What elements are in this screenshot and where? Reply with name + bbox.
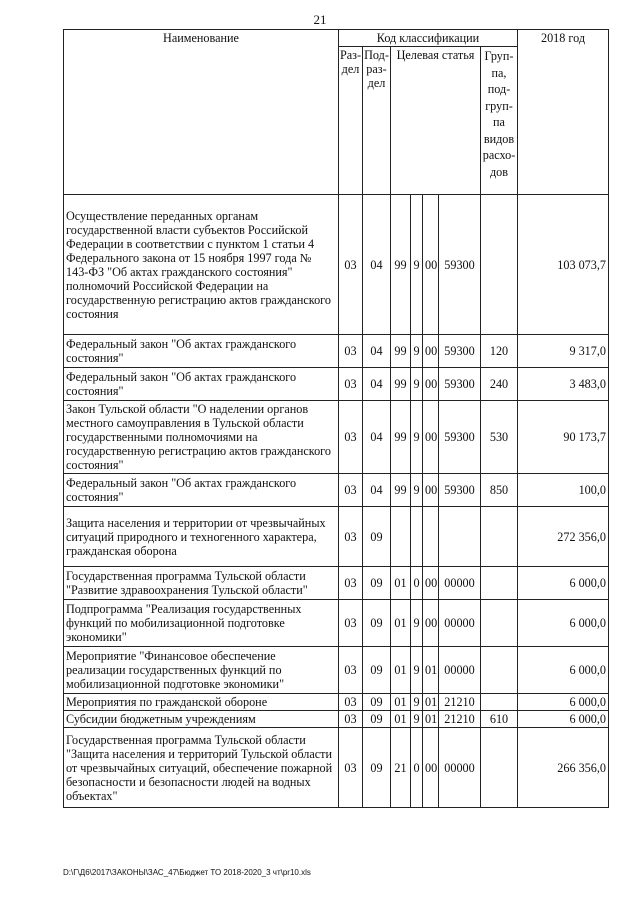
row-name: Осуществление переданных органам государственной власти субъектов Российской Федерации в соответствии с пунктом 1 статьи 4 Федерального закона от 15 ноября 1997 года № 143-ФЗ "Об актах гражданского состояния" полномочий Российской Федерации на государственную регистрацию актов гражданского состояния [64,195,339,335]
row-target-direction: 21210 [439,711,481,728]
page-number: 21 [313,12,327,27]
row-razdel: 03 [339,694,363,711]
table-row [64,507,609,567]
row-target-event: 00 [423,335,439,368]
table-row [64,474,609,507]
row-amount: 3 483,0 [518,368,609,401]
row-name: Государственная программа Тульской области "Развитие здравоохранения Тульской области" [64,567,339,600]
row-target-program: 01 [391,711,411,728]
row-amount: 6 000,0 [518,694,609,711]
row-target-direction: 00000 [439,567,481,600]
row-amount: 6 000,0 [518,711,609,728]
row-razdel: 03 [339,711,363,728]
row-target-event: 00 [423,401,439,474]
row-amount: 6 000,0 [518,647,609,694]
row-name: Подпрограмма "Реализация государственных функций по мобилизационной подготовке экономики" [64,600,339,647]
table-row [64,368,609,401]
row-name: Мероприятие "Финансовое обеспечение реализации государственных функций по мобилизационной подготовке экономики" [64,647,339,694]
row-target-program: 99 [391,401,411,474]
header-podrazdel: Под- раз- дел [363,47,391,195]
row-target-direction: 59300 [439,368,481,401]
row-target-program: 99 [391,474,411,507]
row-podrazdel: 09 [363,567,391,600]
row-razdel: 03 [339,728,363,808]
row-target-subprogram: 9 [411,600,423,647]
row-podrazdel: 04 [363,335,391,368]
row-podrazdel: 04 [363,195,391,335]
row-expense-group: 530 [481,401,518,474]
row-name: Субсидии бюджетным учреждениям [64,711,339,728]
row-target-event: 01 [423,694,439,711]
row-target-subprogram: 0 [411,567,423,600]
row-target-subprogram: 9 [411,368,423,401]
row-razdel: 03 [339,567,363,600]
row-target-program: 01 [391,567,411,600]
row-target-direction: 59300 [439,195,481,335]
table-row [64,694,609,711]
row-target-subprogram: 9 [411,195,423,335]
row-podrazdel: 09 [363,647,391,694]
row-target-event: 00 [423,567,439,600]
row-expense-group [481,694,518,711]
row-podrazdel: 09 [363,600,391,647]
row-target-direction [439,507,481,567]
row-target-program: 01 [391,694,411,711]
row-expense-group: 610 [481,711,518,728]
row-amount: 100,0 [518,474,609,507]
row-target-direction: 59300 [439,474,481,507]
row-razdel: 03 [339,600,363,647]
row-razdel: 03 [339,195,363,335]
header-razdel: Раз- дел [339,47,363,195]
row-expense-group [481,195,518,335]
row-target-program: 99 [391,335,411,368]
row-target-subprogram: 9 [411,711,423,728]
row-target-event: 00 [423,600,439,647]
row-razdel: 03 [339,647,363,694]
row-target-direction: 59300 [439,335,481,368]
row-target-event: 01 [423,711,439,728]
row-amount: 9 317,0 [518,335,609,368]
row-expense-group: 120 [481,335,518,368]
row-razdel: 03 [339,474,363,507]
row-podrazdel: 09 [363,711,391,728]
header-group: Груп- па, под- груп- па видов расхо- дов [481,47,518,195]
row-target-event: 00 [423,368,439,401]
header-classification: Код классификации [339,30,518,47]
header-target: Целевая статья [391,47,481,195]
row-podrazdel: 04 [363,474,391,507]
row-target-subprogram [411,507,423,567]
file-path-footer: D:\Г\Д6\2017\ЗАКОНЫ\ЗАС_47\Бюджет ТО 2018-2020_3 чт\pr10.xls [63,868,311,877]
table-row [64,195,609,335]
table-row [64,711,609,728]
table-row [64,567,609,600]
row-target-program: 21 [391,728,411,808]
row-name: Федеральный закон "Об актах гражданского состояния" [64,368,339,401]
row-amount: 6 000,0 [518,600,609,647]
row-podrazdel: 09 [363,507,391,567]
header-year: 2018 год [518,30,609,195]
row-expense-group [481,647,518,694]
row-razdel: 03 [339,507,363,567]
row-name: Закон Тульской области "О наделении органов местного самоуправления в Тульской области государственными полномочиями на государственную регистрацию актов гражданского состояния" [64,401,339,474]
row-target-subprogram: 9 [411,401,423,474]
row-razdel: 03 [339,368,363,401]
row-expense-group [481,728,518,808]
row-target-subprogram: 9 [411,694,423,711]
table-row [64,647,609,694]
row-expense-group [481,600,518,647]
row-target-program: 01 [391,647,411,694]
row-expense-group [481,567,518,600]
table-row [64,728,609,808]
row-target-event: 00 [423,195,439,335]
row-target-subprogram: 9 [411,335,423,368]
row-target-direction: 00000 [439,728,481,808]
table-row [64,401,609,474]
row-name: Защита населения и территории от чрезвычайных ситуаций природного и техногенного характера, гражданская оборона [64,507,339,567]
row-podrazdel: 04 [363,368,391,401]
row-target-program [391,507,411,567]
row-amount: 6 000,0 [518,567,609,600]
budget-table [63,29,609,808]
row-target-subprogram: 0 [411,728,423,808]
row-amount: 103 073,7 [518,195,609,335]
header-row-top [64,30,609,47]
row-target-direction: 21210 [439,694,481,711]
row-podrazdel: 04 [363,401,391,474]
row-target-event: 00 [423,728,439,808]
row-amount: 266 356,0 [518,728,609,808]
row-podrazdel: 09 [363,728,391,808]
row-target-direction: 59300 [439,401,481,474]
row-target-program: 99 [391,195,411,335]
row-amount: 90 173,7 [518,401,609,474]
table-row [64,600,609,647]
row-target-subprogram: 9 [411,474,423,507]
row-name: Федеральный закон "Об актах гражданского состояния" [64,335,339,368]
row-target-program: 01 [391,600,411,647]
row-expense-group: 240 [481,368,518,401]
row-name: Мероприятия по гражданской обороне [64,694,339,711]
header-name: Наименование [64,30,339,195]
row-podrazdel: 09 [363,694,391,711]
row-amount: 272 356,0 [518,507,609,567]
row-razdel: 03 [339,401,363,474]
row-target-event: 00 [423,474,439,507]
row-target-event [423,507,439,567]
row-target-direction: 00000 [439,600,481,647]
row-target-event: 01 [423,647,439,694]
row-name: Федеральный закон "Об актах гражданского состояния" [64,474,339,507]
row-target-direction: 00000 [439,647,481,694]
row-target-program: 99 [391,368,411,401]
row-razdel: 03 [339,335,363,368]
row-expense-group: 850 [481,474,518,507]
row-target-subprogram: 9 [411,647,423,694]
row-name: Государственная программа Тульской области "Защита населения и территорий Тульской области от чрезвычайных ситуаций, обеспечение пожарной безопасности и безопасности людей на водных объектах" [64,728,339,808]
row-expense-group [481,507,518,567]
table-row [64,335,609,368]
